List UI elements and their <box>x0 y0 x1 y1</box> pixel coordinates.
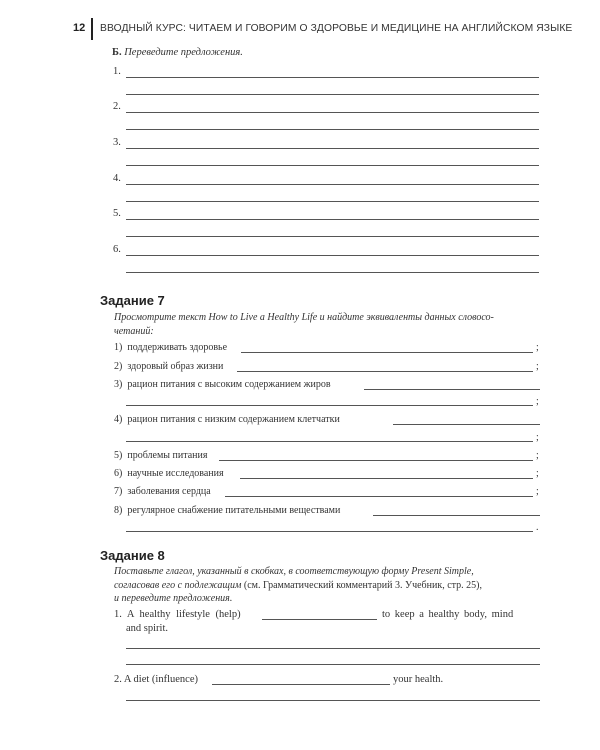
task8-instruction-line2 <box>114 579 546 593</box>
partB-number-2: 2. <box>113 101 121 112</box>
task8-exercise-1-cont: and spirit. <box>126 623 168 634</box>
answer-line <box>126 236 539 237</box>
task8-exercise-1-end: to keep a healthy body, mind <box>382 609 514 620</box>
item-end: ; <box>536 342 539 353</box>
answer-line <box>126 700 540 701</box>
task8-instruction-line1: Поставьте глагол, указанный в скобках, в соответствующую форму Present Simple, <box>114 566 474 577</box>
task7-item-7 <box>114 486 211 497</box>
task8-exercise-2-start: 2. A diet (influence) <box>114 674 198 685</box>
task7-item-3 <box>114 379 331 390</box>
partB-number-6: 6. <box>113 244 121 255</box>
item-number: 3) <box>114 379 123 390</box>
task7-item-1 <box>114 342 227 353</box>
task8-exercise-1-start: 1. A healthy lifestyle (help) <box>114 609 241 620</box>
answer-line <box>126 405 533 406</box>
item-end: . <box>536 522 539 533</box>
answer-line <box>126 94 539 95</box>
answer-line <box>262 619 377 620</box>
answer-line <box>126 129 539 130</box>
answer-line <box>126 112 539 113</box>
item-end: ; <box>536 432 539 443</box>
answer-line <box>126 531 533 532</box>
item-end: ; <box>536 486 539 497</box>
grammar-reference: (см. Грамматический комментарий 3. Учебник, стр. 25), <box>243 579 482 591</box>
task8-instruction-line3: и переведите предложения. <box>114 593 233 604</box>
partB-label: Б. <box>112 47 122 58</box>
item-text: рацион питания с низким содержанием клетчатки <box>127 414 340 425</box>
item-text: рацион питания с высоким содержанием жиров <box>127 379 331 390</box>
partB-number-5: 5. <box>113 208 121 219</box>
answer-line <box>241 352 533 353</box>
task7-item-4 <box>114 414 340 425</box>
answer-line <box>126 441 533 442</box>
item-text: проблемы питания <box>127 450 208 461</box>
task7-title: Задание 7 <box>100 293 165 308</box>
partB-instruction: Переведите предложения. <box>124 47 243 58</box>
task8-exercise-2-end: your health. <box>393 674 444 685</box>
item-text: заболевания сердца <box>127 486 211 497</box>
answer-line <box>126 184 539 185</box>
answer-line <box>225 496 533 497</box>
partB-number-3: 3. <box>113 137 121 148</box>
header-divider <box>91 18 93 40</box>
task7-item-8 <box>114 505 340 516</box>
task8-instruction-line2-italic: согласовав его с подлежащим <box>114 579 242 591</box>
item-number: 6) <box>114 468 123 479</box>
answer-line <box>212 684 390 685</box>
task8-instruction <box>114 565 546 606</box>
item-number: 2) <box>114 361 123 372</box>
item-number: 7) <box>114 486 123 497</box>
task7-instruction-line1: Просмотрите текст How to Live a Healthy Life и найдите эквиваленты данных словосо- <box>114 312 494 323</box>
answer-line <box>237 371 533 372</box>
answer-line <box>373 515 540 516</box>
task7-instruction-line2: четаний: <box>114 325 154 337</box>
item-text: регулярное снабжение питательными веществами <box>127 505 341 516</box>
partB-heading <box>112 47 243 58</box>
answer-line <box>393 424 540 425</box>
item-number: 1) <box>114 342 123 353</box>
partB-number-4: 4. <box>113 173 121 184</box>
answer-line <box>364 389 540 390</box>
item-number: 4) <box>114 414 123 425</box>
partB-number-1: 1. <box>113 66 121 77</box>
item-end: ; <box>536 450 539 461</box>
answer-line <box>219 460 533 461</box>
answer-line <box>126 219 539 220</box>
item-end: ; <box>536 468 539 479</box>
item-text: научные исследования <box>127 468 224 479</box>
answer-line <box>240 478 533 479</box>
page-number: 12 <box>73 22 86 34</box>
task7-instruction <box>114 311 544 338</box>
answer-line <box>126 165 539 166</box>
item-text: здоровый образ жизни <box>127 361 224 372</box>
task8-title: Задание 8 <box>100 548 165 563</box>
item-text: поддерживать здоровье <box>127 342 228 353</box>
task7-item-6 <box>114 468 224 479</box>
answer-line <box>126 255 539 256</box>
task7-item-2 <box>114 361 223 372</box>
answer-line <box>126 272 539 273</box>
item-end: ; <box>536 396 539 407</box>
answer-line <box>126 148 539 149</box>
header-title: ВВОДНЫЙ КУРС: ЧИТАЕМ И ГОВОРИМ О ЗДОРОВЬЕ И МЕДИЦИНЕ НА АНГЛИЙСКОМ ЯЗЫКЕ <box>100 23 573 34</box>
running-header <box>73 22 573 40</box>
item-number: 5) <box>114 450 123 461</box>
answer-line <box>126 201 539 202</box>
item-end: ; <box>536 361 539 372</box>
answer-line <box>126 77 539 78</box>
task7-item-5 <box>114 450 207 461</box>
item-number: 8) <box>114 505 123 516</box>
answer-line <box>126 664 540 665</box>
answer-line <box>126 648 540 649</box>
